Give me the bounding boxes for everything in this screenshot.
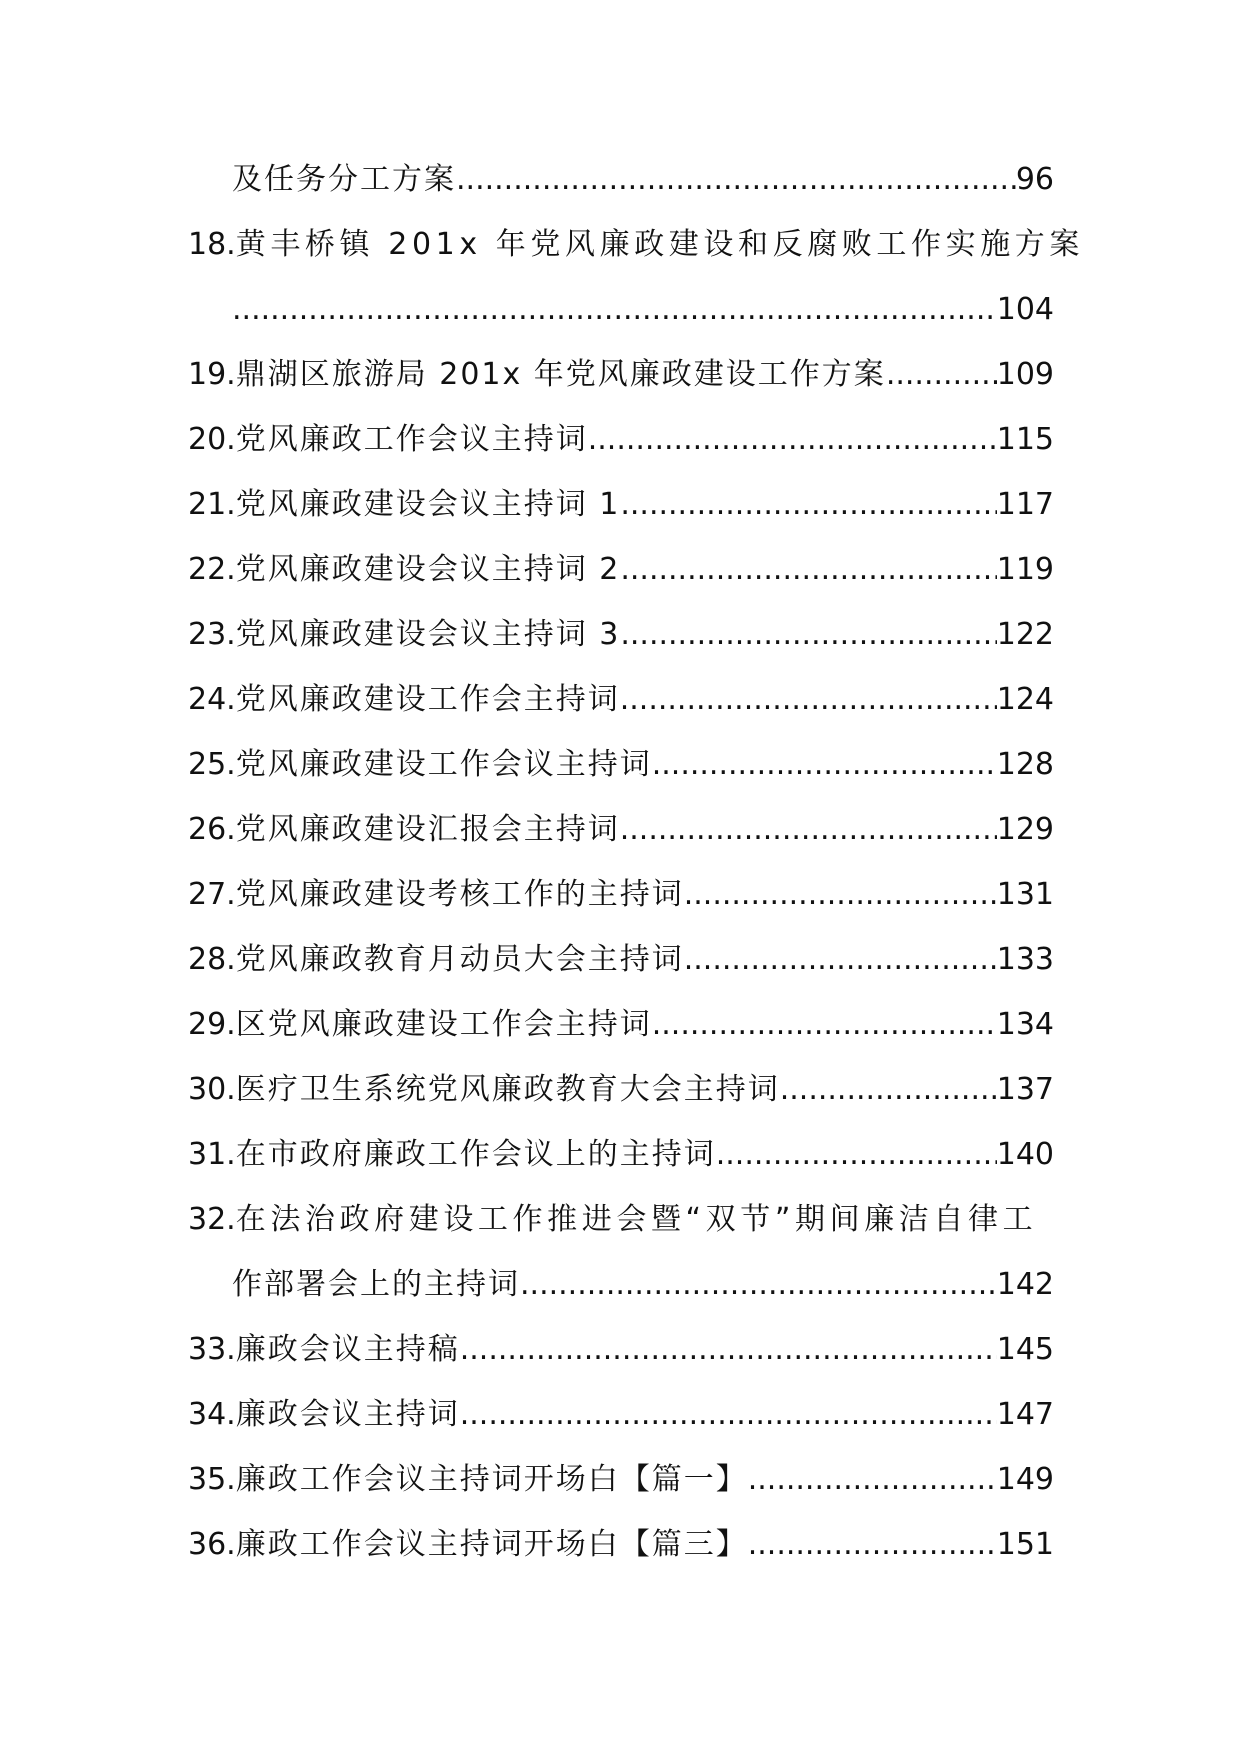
toc-entry-number: 36. — [188, 1527, 236, 1562]
toc-dot-leader — [620, 615, 996, 655]
toc-entry-number: 24. — [188, 682, 236, 717]
toc-entry-number: 34. — [188, 1397, 236, 1432]
toc-entry-title: 廉政会议主持稿 — [235, 1332, 460, 1367]
toc-dot-leader — [620, 810, 997, 850]
toc-entry-18 — [188, 215, 1085, 265]
toc-entry-23 — [188, 605, 1054, 655]
toc-entry-title: 廉政工作会议主持词开场白【篇三】 — [235, 1527, 748, 1562]
toc-dot-leader — [652, 745, 997, 785]
toc-entry-title: 在法治政府建设工作推进会暨“双节”期间廉洁自律工 — [235, 1202, 1038, 1237]
toc-entry-29 — [188, 995, 1054, 1045]
toc-entry-title: 鼎湖区旅游局 201x 年党风廉政建设工作方案 — [235, 357, 886, 392]
toc-entry-page: 151 — [996, 1527, 1054, 1562]
toc-entry-number: 32. — [188, 1202, 236, 1237]
toc-entry-title: 党风廉政教育月动员大会主持词 — [235, 942, 684, 977]
toc-entry-28 — [188, 930, 1054, 980]
toc-entry-20 — [188, 410, 1054, 460]
toc-dot-leader — [232, 290, 997, 330]
toc-entry-number: 35. — [188, 1462, 236, 1497]
toc-dot-leader — [620, 550, 996, 590]
toc-dot-leader — [886, 355, 997, 395]
toc-entry-34 — [188, 1385, 1054, 1435]
toc-entry-title: 党风廉政建设考核工作的主持词 — [235, 877, 684, 912]
toc-entry-number: 19. — [188, 357, 236, 392]
toc-entry-26 — [188, 800, 1054, 850]
toc-dot-leader — [588, 420, 997, 460]
toc-entry-number: 31. — [188, 1137, 236, 1172]
toc-dot-leader — [460, 1330, 997, 1370]
toc-entry-title: 在市政府廉政工作会议上的主持词 — [235, 1137, 716, 1172]
toc-entry-36 — [188, 1515, 1054, 1565]
toc-dot-leader — [684, 875, 997, 915]
toc-entry-title: 医疗卫生系统党风廉政教育大会主持词 — [235, 1072, 780, 1107]
toc-entry-title: 党风廉政建设工作会主持词 — [235, 682, 620, 717]
toc-entry-number: 18. — [188, 227, 236, 262]
toc-entry-30 — [188, 1060, 1054, 1110]
toc-dot-leader — [620, 485, 996, 525]
toc-entry-25 — [188, 735, 1054, 785]
toc-entry-number: 22. — [188, 552, 236, 587]
toc-entry-33 — [188, 1320, 1054, 1370]
toc-entry-32-continued — [232, 1255, 1054, 1305]
toc-entry-title: 党风廉政建设会议主持词 3 — [235, 617, 621, 652]
toc-entry-page: 115 — [996, 422, 1054, 457]
toc-dot-leader — [460, 1395, 997, 1435]
toc-entry-page: 142 — [996, 1267, 1054, 1302]
toc-entry-number: 25. — [188, 747, 236, 782]
toc-entry-24 — [188, 670, 1054, 720]
toc-entry-title: 廉政工作会议主持词开场白【篇一】 — [235, 1462, 748, 1497]
toc-entry-title: 党风廉政建设会议主持词 2 — [235, 552, 621, 587]
toc-entry-page: 117 — [996, 487, 1054, 522]
toc-dot-leader — [620, 680, 997, 720]
toc-entry-title: 党风廉政工作会议主持词 — [235, 422, 588, 457]
toc-entry-number: 28. — [188, 942, 236, 977]
toc-entry-page: 129 — [996, 812, 1054, 847]
toc-entry-page: 109 — [996, 357, 1054, 392]
toc-entry-page: 140 — [996, 1137, 1054, 1172]
toc-entry-18-page-line — [232, 280, 1054, 330]
toc-entry-number: 20. — [188, 422, 236, 457]
toc-entry-title: 党风廉政建设工作会议主持词 — [235, 747, 652, 782]
toc-entry-page: 137 — [996, 1072, 1054, 1107]
toc-entry-31 — [188, 1125, 1054, 1175]
toc-entry-number: 30. — [188, 1072, 236, 1107]
toc-dot-leader — [652, 1005, 997, 1045]
toc-entry-page: 133 — [996, 942, 1054, 977]
toc-entry-title: 黄丰桥镇 201x 年党风廉政建设和反腐败工作实施方案 — [235, 227, 1085, 262]
toc-entry-title: 党风廉政建设会议主持词 1 — [235, 487, 621, 522]
toc-entry-page: 96 — [1015, 162, 1054, 197]
toc-entry-page: 149 — [996, 1462, 1054, 1497]
toc-entry-page: 119 — [996, 552, 1054, 587]
toc-dot-leader — [748, 1460, 997, 1500]
toc-entry-22 — [188, 540, 1054, 590]
toc-entry-page: 131 — [996, 877, 1054, 912]
toc-entry-number: 27. — [188, 877, 236, 912]
toc-entry-page: 104 — [996, 292, 1054, 327]
toc-entry-19 — [188, 345, 1054, 395]
toc-entry-number: 29. — [188, 1007, 236, 1042]
toc-entry-title: 廉政会议主持词 — [235, 1397, 460, 1432]
toc-dot-leader — [780, 1070, 997, 1110]
toc-entry-21 — [188, 475, 1054, 525]
toc-dot-leader — [520, 1265, 997, 1305]
toc-entry-17-continued — [232, 150, 1054, 200]
toc-entry-number: 21. — [188, 487, 236, 522]
toc-entry-35 — [188, 1450, 1054, 1500]
toc-entry-page: 145 — [996, 1332, 1054, 1367]
toc-entry-page: 147 — [996, 1397, 1054, 1432]
toc-entry-number: 33. — [188, 1332, 236, 1367]
toc-entry-title: 区党风廉政建设工作会主持词 — [235, 1007, 652, 1042]
toc-entry-27 — [188, 865, 1054, 915]
toc-entry-title: 党风廉政建设汇报会主持词 — [235, 812, 620, 847]
toc-entry-number: 23. — [188, 617, 236, 652]
toc-dot-leader — [716, 1135, 997, 1175]
toc-dot-leader — [748, 1525, 997, 1565]
toc-entry-page: 128 — [996, 747, 1054, 782]
toc-dot-leader — [456, 160, 1016, 200]
toc-entry-page: 134 — [996, 1007, 1054, 1042]
toc-entry-page: 122 — [996, 617, 1054, 652]
toc-entry-page: 124 — [996, 682, 1054, 717]
toc-entry-number: 26. — [188, 812, 236, 847]
toc-entry-title: 作部署会上的主持词 — [232, 1267, 520, 1302]
toc-entry-title: 及任务分工方案 — [232, 162, 456, 197]
toc-dot-leader — [684, 940, 997, 980]
toc-entry-32 — [188, 1190, 1054, 1240]
